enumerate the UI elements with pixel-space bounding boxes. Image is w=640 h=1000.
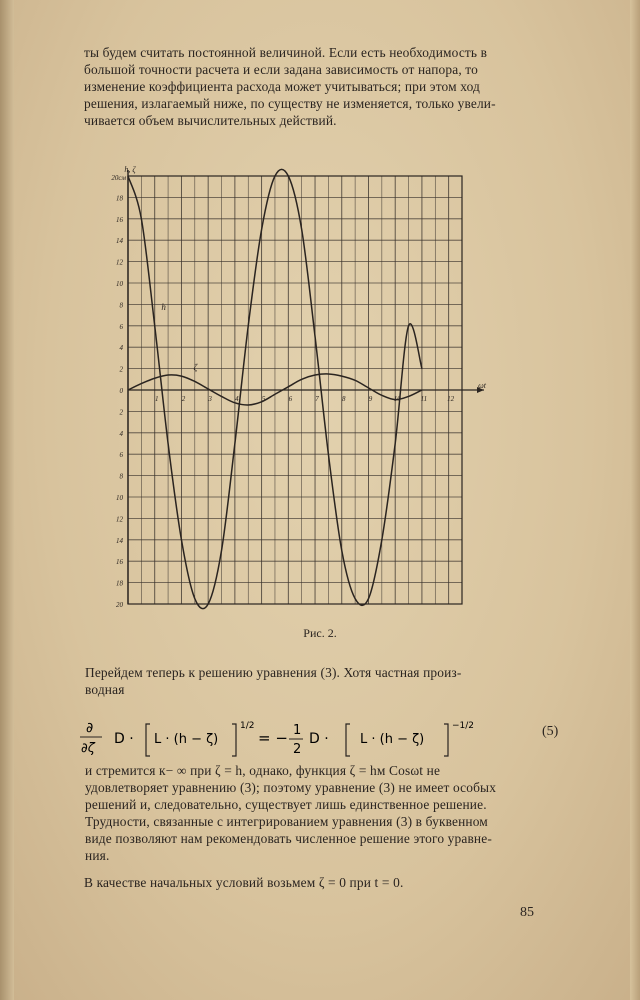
y-tick-label: 10 [116, 494, 123, 502]
y-tick-label: 4 [119, 344, 123, 353]
explanation-line: решений и, следовательно, существует лишь единственное решение. [85, 797, 487, 812]
y-tick-label: 16 [116, 215, 123, 224]
y-tick-label: 6 [119, 451, 123, 460]
paragraph-initial-conditions: В качестве начальных условий возьмем ζ = 0 при t = 0. [84, 875, 404, 890]
equation-5-svg [80, 716, 560, 764]
y-tick-label: 12 [116, 258, 123, 267]
paragraph-derivative-intro [85, 664, 545, 698]
y-tick-label: 18 [116, 194, 123, 203]
inner-expression-2: L · (h − ζ) [360, 732, 425, 747]
exponent-2: −1/2 [452, 721, 475, 731]
exponent-1: 1/2 [240, 721, 255, 731]
x-tick-label: 8 [342, 395, 346, 403]
intro-line: изменение коэффициента расхода может учитываться; при этом ход [84, 79, 480, 94]
y-tick-label: 2 [119, 365, 123, 374]
y-tick-label: 8 [119, 472, 123, 481]
bracket-left-1 [146, 724, 150, 756]
factor-d2: D · [309, 731, 329, 747]
bracket-left-2 [346, 724, 350, 756]
lhs-numerator: ∂ [86, 720, 94, 736]
page-edge-shadow [630, 0, 640, 1000]
intro-line: чивается объем вычислительных действий. [84, 113, 337, 128]
x-tick-label: 12 [447, 395, 455, 403]
y-tick-label: 14 [116, 536, 123, 545]
intro-line: решения, излагаемый ниже, по существу не изменяется, только увели- [84, 96, 496, 111]
y-tick-label: 4 [119, 429, 123, 438]
x-tick-label: 3 [208, 395, 212, 403]
series-label-h: h [161, 301, 166, 312]
equals-minus: = − [258, 729, 288, 747]
y-tick-label: 16 [116, 558, 123, 567]
paragraph-intro [84, 44, 544, 129]
book-spine-shadow [0, 0, 14, 1000]
y-tick-label: 0 [119, 387, 123, 395]
x-tick-label: 5 [261, 395, 266, 403]
derivative-intro-line: Перейдем теперь к решению уравнения (3). Хотя частная произ- [85, 665, 462, 680]
half-numerator: 1 [293, 723, 302, 738]
intro-line: ты будем считать постоянной величиной. Если есть необходимость в [84, 45, 488, 60]
x-tick-label: 10 [393, 395, 401, 403]
x-axis-label: ωt [478, 381, 486, 390]
explanation-line: удовлетворяет уравнению (3); поэтому уравнение (3) не имеет особых [85, 780, 497, 795]
x-tick-label: 11 [420, 395, 428, 403]
intro-line: большой точности расчета и если задана зависимость от напора, то [84, 62, 478, 77]
y-tick-label: 2 [119, 408, 123, 417]
x-tick-label: 1 [154, 395, 159, 403]
factor-d1: D · [114, 731, 134, 747]
page-number: 85 [520, 905, 534, 920]
bracket-right-1 [232, 724, 236, 756]
equation-number: (5) [542, 724, 559, 739]
paragraph-explanation [85, 762, 545, 864]
bracket-right-2 [444, 724, 448, 756]
equation-5 [80, 716, 560, 764]
y-tick-label: 20см [111, 174, 126, 182]
y-tick-label: 14 [116, 237, 123, 246]
x-tick-label: 4 [235, 395, 239, 403]
y-tick-label: 10 [116, 280, 123, 288]
y-tick-label: 18 [116, 579, 123, 588]
y-tick-label: 20 [116, 601, 123, 609]
y-tick-label: 8 [119, 301, 123, 310]
series-label-zeta: ζ [193, 362, 198, 373]
oscillation-chart [100, 162, 490, 622]
explanation-line: виде позволяют нам рекомендовать численное решение этого уравне- [85, 831, 492, 846]
explanation-line: ния. [85, 848, 110, 863]
x-tick-label: 9 [368, 395, 373, 403]
y-tick-label: 6 [119, 322, 123, 331]
derivative-intro-line: водная [85, 682, 125, 697]
half-denominator: 2 [293, 742, 302, 757]
figure-caption: Рис. 2. [303, 626, 337, 640]
figure-2 [100, 162, 490, 627]
lhs-denominator: ∂ζ [81, 741, 95, 756]
explanation-line: и стремится к− ∞ при ζ = h, однако, функция ζ = hм Cosωt не [85, 763, 441, 778]
inner-expression-1: L · (h − ζ) [154, 732, 219, 747]
x-tick-label: 6 [288, 395, 293, 403]
y-tick-label: 12 [116, 515, 123, 524]
x-tick-label: 7 [315, 395, 319, 403]
x-tick-label: 2 [181, 395, 186, 403]
explanation-line: Трудности, связанные с интегрированием уравнения (3) в буквенном [85, 814, 488, 829]
y-axis-label: h, ζ [124, 165, 136, 174]
